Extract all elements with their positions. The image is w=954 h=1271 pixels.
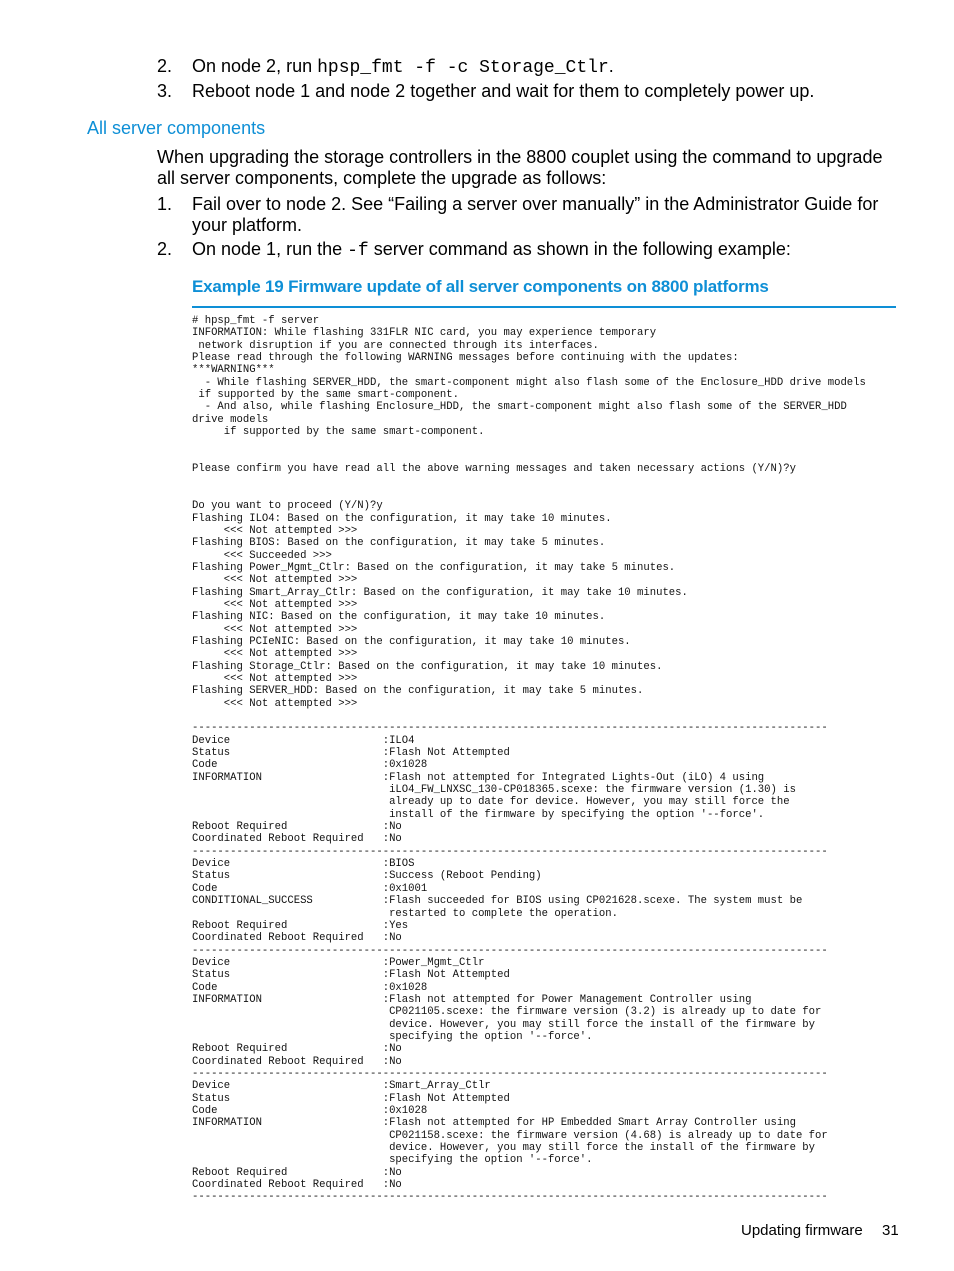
intro-paragraph: When upgrading the storage controllers in the 8800 couplet using the command to upgrade all server components, complete the upgrade as follows:: [157, 147, 883, 188]
section-heading: All server components: [87, 118, 266, 138]
footer-title: Updating firmware: [741, 1222, 863, 1239]
step-text: On node 2, run hpsp_fmt -f -c Storage_Ctlr.: [192, 56, 614, 78]
step-number: 3.: [157, 81, 173, 101]
page-number: 31: [882, 1222, 899, 1239]
step-number: 1.: [157, 194, 173, 214]
step-number: 2.: [157, 56, 173, 76]
inline-command: hpsp_fmt -f -c Storage_Ctlr: [317, 58, 609, 78]
step-text: On node 1, run the -f server command as shown in the following example:: [192, 239, 791, 261]
step-number: 2.: [157, 239, 173, 259]
step-text: Reboot node 1 and node 2 together and wait for them to completely power up.: [192, 81, 815, 101]
inline-command: -f: [347, 241, 369, 261]
step-text: Fail over to node 2. See “Failing a server over manually” in the Administrator Guide for your platform.: [192, 194, 879, 235]
code-example: # hpsp_fmt -f server INFORMATION: While flashing 331FLR NIC card, you may experience temporary network disruption if you are connected through its interfaces. Please read through the following WARNING messages before continuing with the updates: ***WARNING*** - While flashing SERVER_HDD, the smart-component might also flash some of the Enclosure_HDD drive models if supported by the same smart-component. - And also, while flashing Enclosure_HDD, the smart-component might also flash some of the SERVER_HDD drive models if supported by the same smart-component. Please confirm you have read all the above warning messages and taken necessary actions (Y/N)?y Do you want to proceed (Y/N)?y Flashing ILO4: Based on the configuration, it may take 10 minutes. <<< Not attempted >>> Flashing BIOS: Based on the configuration, it may take 5 minutes. <<< Succeeded >>> Flashing Power_Mgmt_Ctlr: Based on the configuration, it may take 5 minutes. <<< Not attempted >>> Flashing Smart_Array_Ctlr: Based on the configuration, it may take 10 minutes. <<< Not attempted >>> Flashing NIC: Based on the configuration, it may take 10 minutes. <<< Not attempted >>> Flashing PCIeNIC: Based on the configuration, it may take 10 minutes. <<< Not attempted >>> Flashing Storage_Ctlr: Based on the configuration, it may take 10 minutes. <<< Not attempted >>> Flashing SERVER_HDD: Based on the configuration, it may take 5 minutes. <<< Not attempted >>> ---------------------------------------------------------------------------------------------------- Device :ILO4 Status :Flash Not Attempted Code :0x1028 INFORMATION :Flash not attempted for Integrated Lights-Out (iLO) 4 using iLO4_FW_LNXSC_130-CP018365.scexe: the firmware version (1.30) is already up to date for device. However, you may still force the install of the firmware by specifying the option '--force'. Reboot Required :No Coordinated Reboot Required :No ---------------------------------------------------------------------------------------------------- Device :BIOS Status :Success (Reboot Pending) Code :0x1001 CONDITIONAL_SUCCESS :Flash succeeded for BIOS using CP021628.scexe. The system must be restarted to complete the operation. Reboot Required :Yes Coordinated Reboot Required :No ---------------------------------------------------------------------------------------------------- Device :Power_Mgmt_Ctlr Status :Flash Not Attempted Code :0x1028 INFORMATION :Flash not attempted for Power Management Controller using CP021105.scexe: the firmware version (3.2) is already up to date for device. However, you may still force the install of the firmware by specifying the option '--force'. Reboot Required :No Coordinated Reboot Required :No ---------------------------------------------------------------------------------------------------- Device :Smart_Array_Ctlr Status :Flash Not Attempted Code :0x1028 INFORMATION :Flash not attempted for HP Embedded Smart Array Controller using CP021158.scexe: the firmware version (4.68) is already up to date for device. However, you may still force the install of the firmware by specifying the option '--force'. Reboot Required :No Coordinated Reboot Required :No ----------------------------------------------------------------------------------------------------: [192, 315, 866, 1204]
example-title: Example 19 Firmware update of all server components on 8800 platforms: [192, 277, 896, 308]
